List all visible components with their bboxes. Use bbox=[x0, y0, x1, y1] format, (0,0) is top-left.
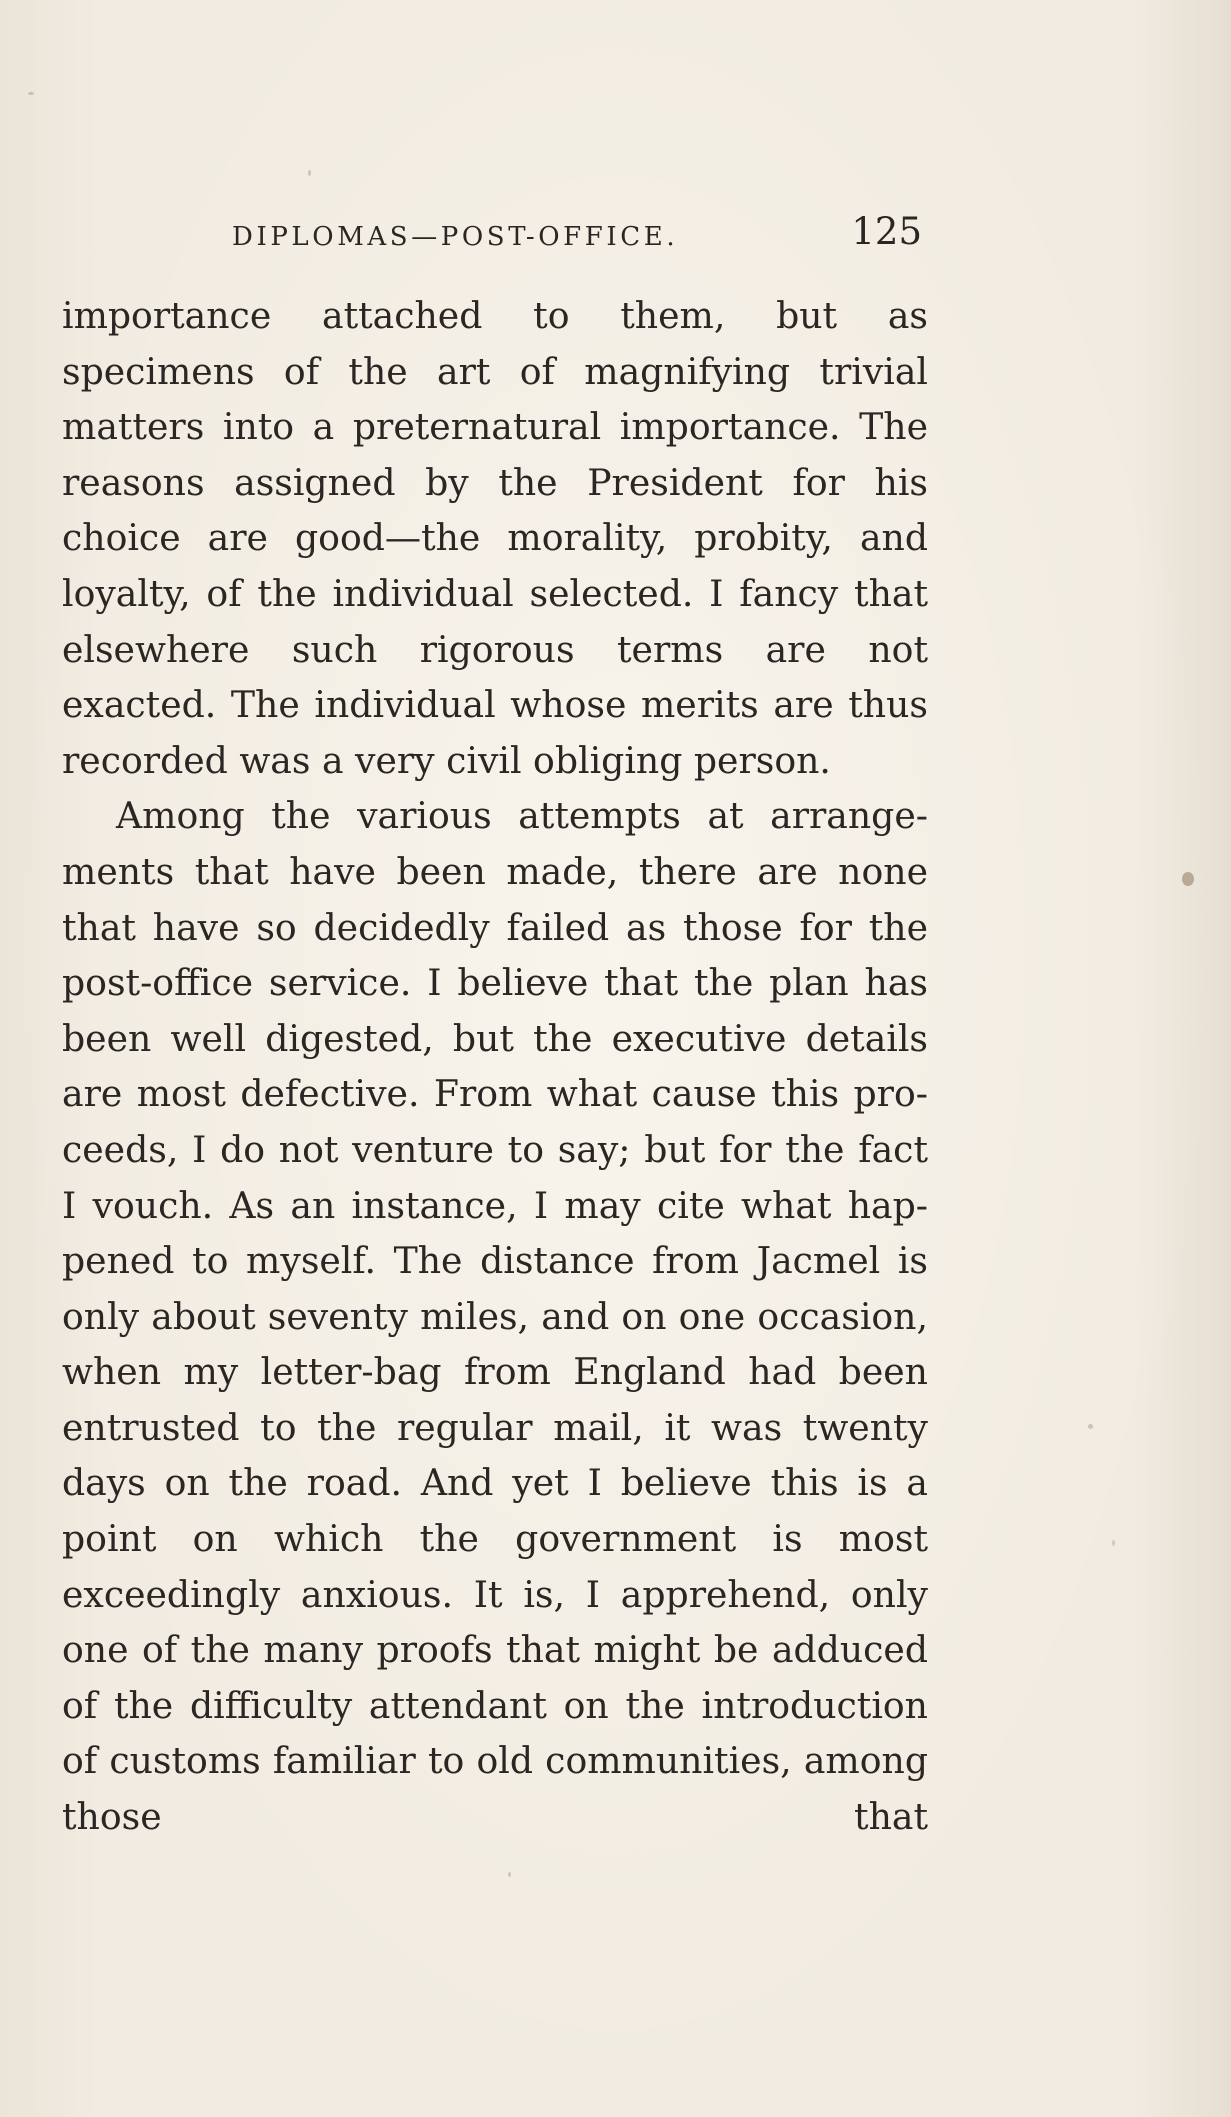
page-header bbox=[232, 210, 922, 260]
running-head: DIPLOMAS—POST-OFFICE. bbox=[232, 222, 679, 252]
paper-speck bbox=[1182, 872, 1194, 886]
paragraph: importance attached to them, but as specimens of the art of magnifying trivial matters into a preternatural importance. The reasons assigned by the President for his choice are good—the morality, probity, and loyalty, of the individual selected. I fancy that elsewhere such rigorous terms are not exacted. The individual whose merits are thus recorded was a very civil obliging person. bbox=[62, 294, 928, 782]
paper-speck bbox=[1112, 1540, 1115, 1546]
paper-speck bbox=[308, 170, 311, 176]
page-number: 125 bbox=[851, 210, 922, 253]
paper-speck bbox=[508, 1872, 511, 1877]
body-text bbox=[62, 288, 928, 1845]
paper-speck bbox=[28, 92, 34, 95]
paragraph: Among the various attempts at arrangements that have been made, there are none that have so decidedly failed as those for the post-office service. I believe that the plan has been well digested, but the executive details are most defective. From what cause this proceeds, I do not venture to say; but for the fact I vouch. As an instance, I may cite what happened to myself. The distance from Jacmel is only about seventy miles, and on one occasion, when my letter-bag from England had been entrusted to the regular mail, it was twenty days on the road. And yet I believe this is a point on which the government is most exceedingly anxious. It is, I apprehend, only one of the many proofs that might be adduced of the difficulty attendant on the introduction of customs familiar to old communities, among those that bbox=[62, 794, 928, 1839]
paper-speck bbox=[1088, 1424, 1093, 1429]
